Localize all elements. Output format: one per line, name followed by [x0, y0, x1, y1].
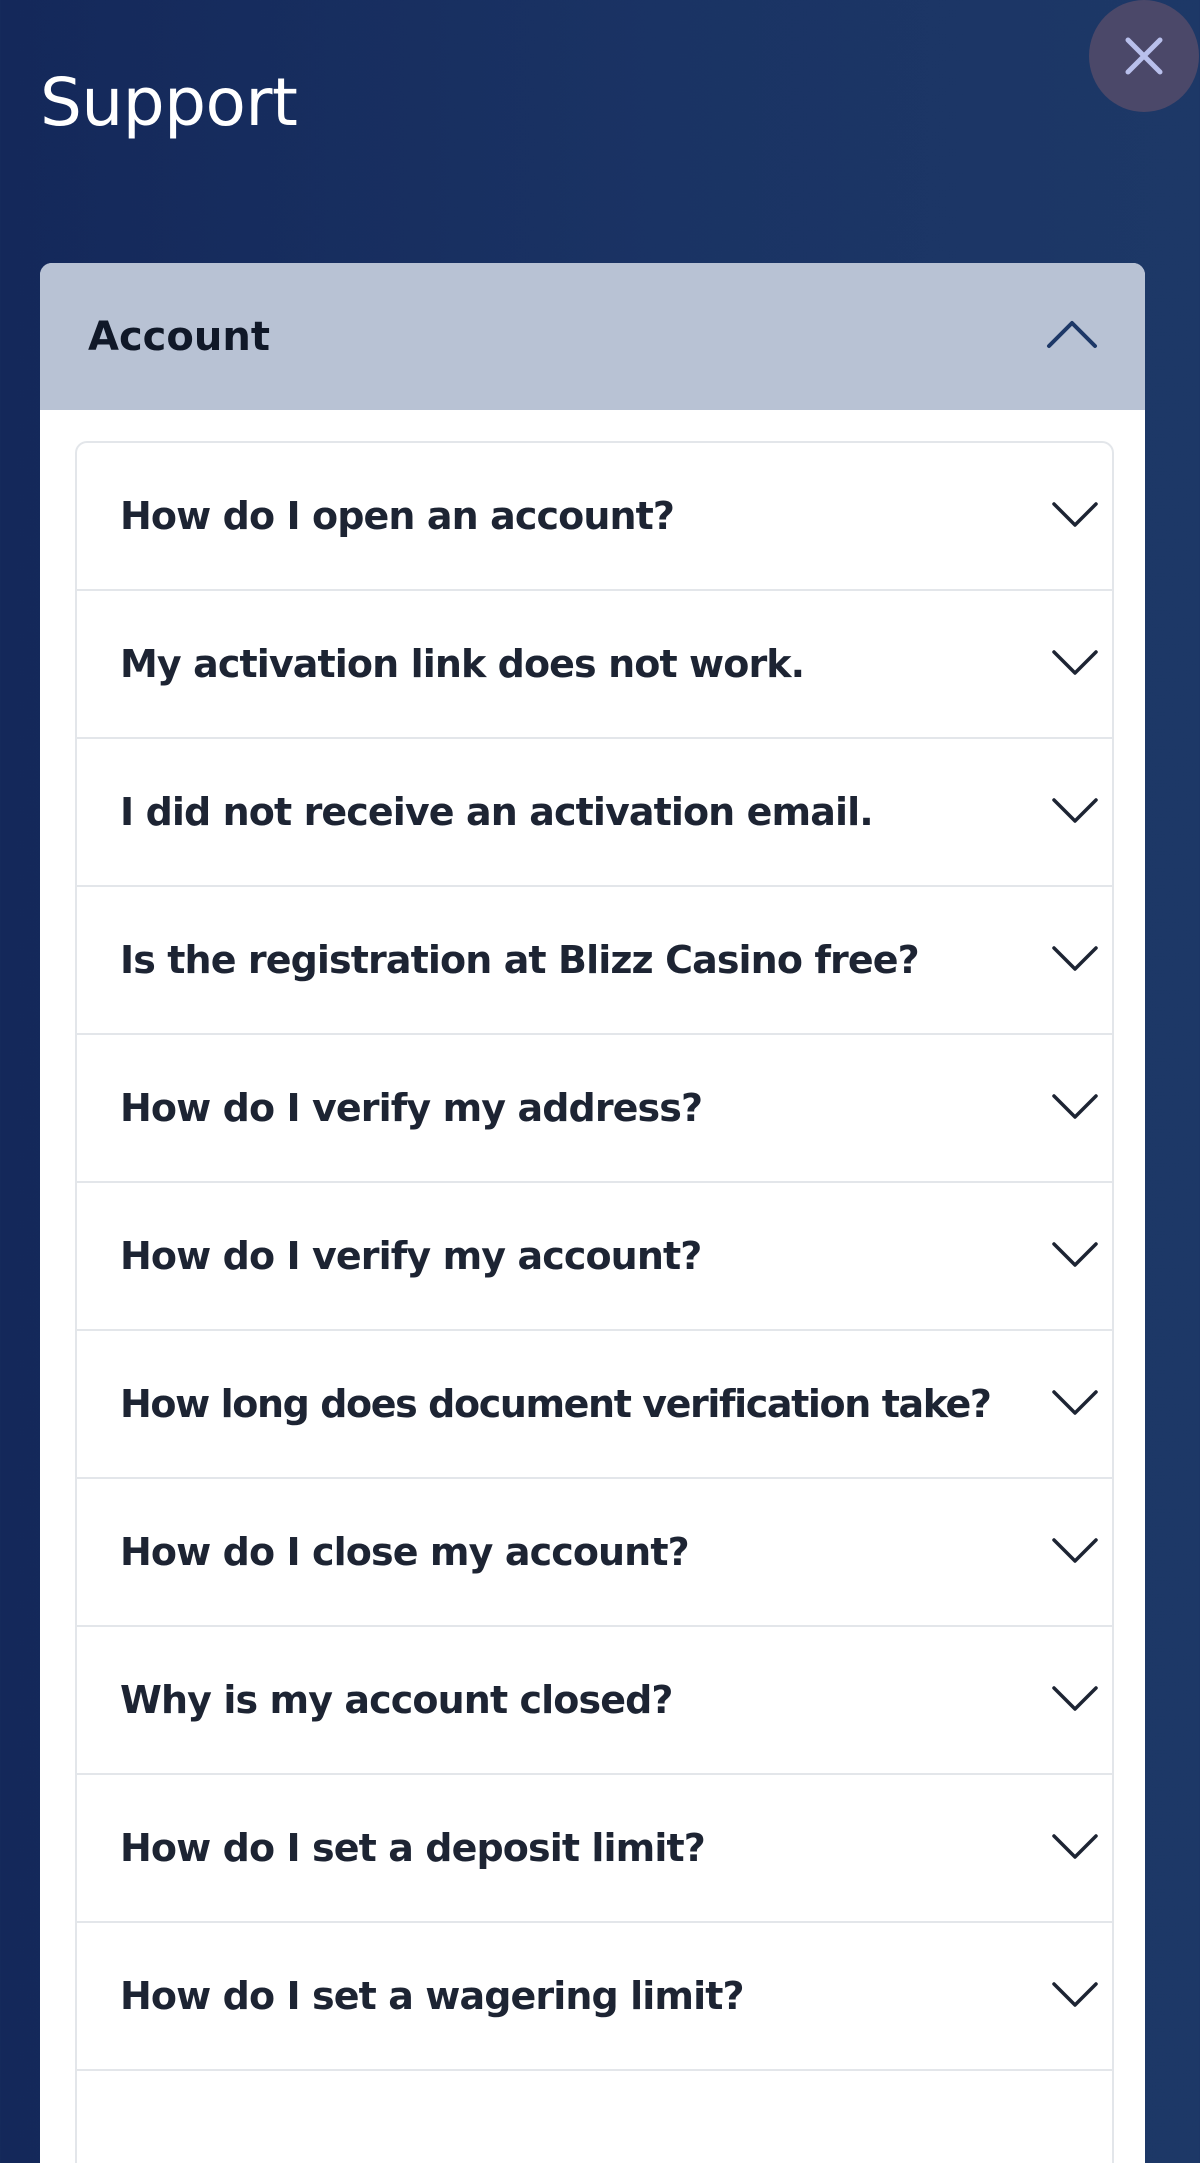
chevron-up-icon [1046, 319, 1098, 353]
section-title: Account [88, 314, 270, 360]
chevron-down-icon [1051, 1241, 1099, 1273]
faq-item[interactable] [77, 1923, 1112, 2071]
chevron-down-icon [1051, 501, 1099, 533]
chevron-down-icon [1051, 1093, 1099, 1125]
account-section [40, 263, 1145, 2163]
close-icon [1124, 36, 1164, 76]
chevron-down-icon [1051, 649, 1099, 681]
faq-item[interactable] [77, 1035, 1112, 1183]
faq-question: How do I verify my address? [120, 1086, 703, 1130]
faq-item[interactable] [77, 591, 1112, 739]
faq-item[interactable] [77, 739, 1112, 887]
faq-question: How do I set a wagering limit? [120, 1974, 744, 2018]
faq-question: I did not receive an activation email. [120, 790, 873, 834]
faq-list [75, 441, 1114, 2163]
chevron-down-icon [1051, 945, 1099, 977]
faq-item[interactable] [77, 1479, 1112, 1627]
chevron-down-icon [1051, 1685, 1099, 1717]
chevron-down-icon [1051, 1389, 1099, 1421]
faq-item[interactable] [77, 1775, 1112, 1923]
faq-item[interactable] [77, 887, 1112, 1035]
chevron-down-icon [1051, 1981, 1099, 2013]
close-button[interactable] [1089, 0, 1199, 112]
faq-item[interactable] [77, 1331, 1112, 1479]
faq-question: Why is my account closed? [120, 1678, 673, 1722]
faq-item[interactable] [77, 1183, 1112, 1331]
chevron-down-icon [1051, 1833, 1099, 1865]
faq-question: How do I set a deposit limit? [120, 1826, 705, 1870]
faq-question: How do I close my account? [120, 1530, 689, 1574]
faq-question: How do I verify my account? [120, 1234, 702, 1278]
account-section-header[interactable] [40, 263, 1145, 410]
faq-question: My activation link does not work. [120, 642, 805, 686]
faq-item[interactable] [77, 1627, 1112, 1775]
faq-question: How do I open an account? [120, 494, 675, 538]
chevron-down-icon [1051, 797, 1099, 829]
page-title: Support [40, 64, 298, 141]
faq-item[interactable] [77, 443, 1112, 591]
chevron-down-icon [1051, 1537, 1099, 1569]
faq-question: Is the registration at Blizz Casino free? [120, 938, 919, 982]
faq-question: How long does document verification take? [120, 1382, 991, 1426]
